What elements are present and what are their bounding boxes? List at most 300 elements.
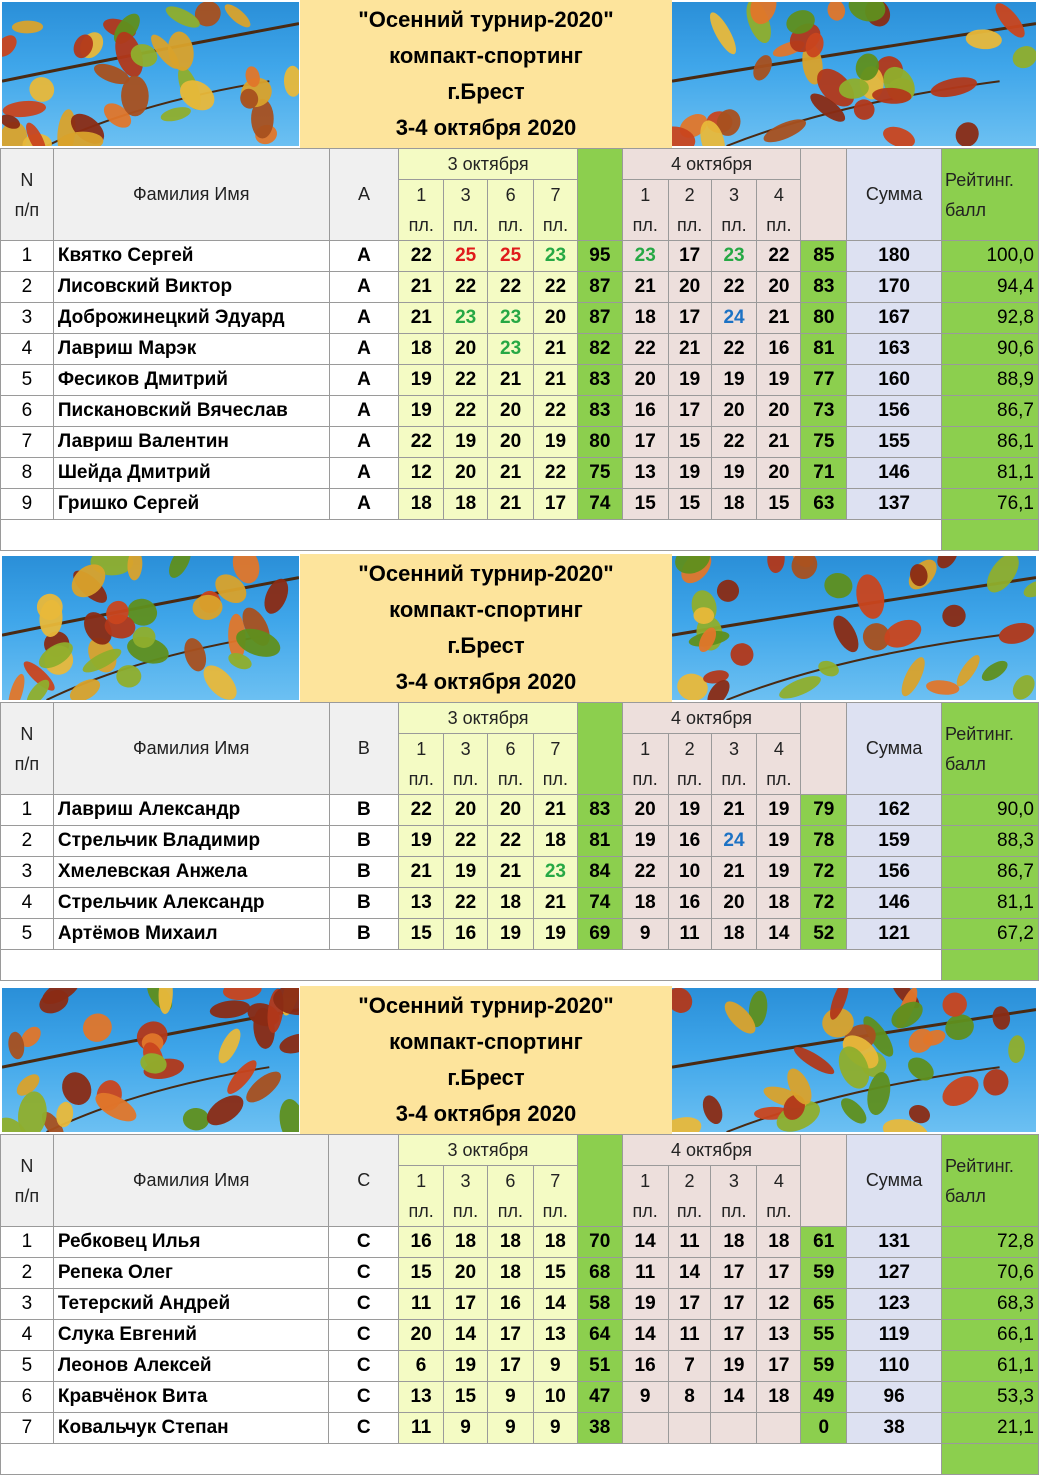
- day2-score: 20: [711, 888, 757, 919]
- day1-score: 18: [533, 826, 577, 857]
- row-number: 5: [1, 919, 54, 950]
- day2-total: 78: [801, 826, 847, 857]
- day2-series-unit: пл.: [668, 764, 711, 795]
- row-number: 3: [1, 857, 54, 888]
- day2-score: 22: [711, 427, 757, 458]
- day2-score: 22: [757, 241, 801, 272]
- day1-score: 20: [488, 795, 534, 826]
- day2-total: 73: [801, 396, 847, 427]
- total-sum: 163: [847, 334, 942, 365]
- day1-score: 25: [488, 241, 534, 272]
- participant-name: Хмелевская Анжела: [53, 857, 329, 888]
- spacer-row: [1, 1444, 1039, 1475]
- participant-class: A: [329, 334, 399, 365]
- day1-score: 23: [534, 241, 578, 272]
- day1-score: 21: [399, 303, 444, 334]
- day1-score: 18: [444, 489, 488, 520]
- participant-class: C: [329, 1258, 399, 1289]
- day1-score: 15: [444, 1382, 488, 1413]
- day1-score: 19: [444, 427, 488, 458]
- day2-score: 14: [757, 919, 801, 950]
- day2-score: 20: [757, 396, 801, 427]
- day1-score: 22: [444, 272, 488, 303]
- day2-score: 18: [711, 919, 757, 950]
- participant-class: C: [329, 1351, 399, 1382]
- participant-name: Стрельчик Владимир: [53, 826, 329, 857]
- day1-score: 12: [399, 458, 444, 489]
- col-number-header: N п/п: [1, 149, 54, 241]
- day1-score: 21: [533, 888, 577, 919]
- day2-score: 19: [757, 826, 801, 857]
- day2-score: 15: [622, 489, 668, 520]
- participant-name: Тетерский Андрей: [53, 1289, 329, 1320]
- total-sum: 159: [847, 826, 942, 857]
- day2-score: 20: [622, 795, 668, 826]
- day2-score: 16: [757, 334, 801, 365]
- participant-name: Гришко Сергей: [53, 489, 329, 520]
- day1-score: 17: [487, 1351, 533, 1382]
- day2-score: [622, 1413, 668, 1444]
- participant-class: A: [329, 365, 399, 396]
- day2-total: 83: [801, 272, 847, 303]
- day2-score: 19: [711, 365, 757, 396]
- title-discipline: компакт-спортинг: [389, 43, 583, 68]
- row-number: 9: [1, 489, 54, 520]
- day2-total-header: [801, 703, 847, 795]
- day2-series-number: 2: [668, 180, 711, 211]
- day2-total: 71: [801, 458, 847, 489]
- day2-series-unit: пл.: [711, 764, 757, 795]
- day1-score: 20: [444, 334, 488, 365]
- day2-score: 22: [622, 334, 668, 365]
- day1-score: 19: [488, 919, 534, 950]
- day1-score: 9: [533, 1413, 577, 1444]
- day2-score: 11: [668, 1320, 711, 1351]
- total-sum: 96: [847, 1382, 942, 1413]
- table-row: [1, 1351, 1039, 1382]
- day1-score: 22: [399, 427, 444, 458]
- day1-score: 21: [533, 795, 577, 826]
- autumn-leaves-image: [672, 556, 1036, 700]
- day2-total: 75: [801, 427, 847, 458]
- day1-series-number: 1: [399, 180, 444, 211]
- day2-score: 11: [668, 1227, 711, 1258]
- row-number: 6: [1, 1382, 54, 1413]
- col-name-header: Фамилия Имя: [53, 703, 329, 795]
- day2-score: 18: [757, 888, 801, 919]
- day1-score: 9: [444, 1413, 488, 1444]
- day1-series-number: 6: [488, 734, 534, 765]
- participant-class: B: [329, 888, 399, 919]
- autumn-leaves-image: [2, 988, 299, 1132]
- tournament-title: [300, 986, 672, 1134]
- day1-score: 19: [534, 427, 578, 458]
- day1-score: 22: [488, 826, 534, 857]
- row-number: 7: [1, 427, 54, 458]
- participant-class: B: [329, 919, 399, 950]
- results-table: [0, 1134, 1039, 1475]
- title-city: г.Брест: [447, 1065, 525, 1090]
- day2-series-unit: пл.: [757, 210, 801, 241]
- rating-score: 53,3: [942, 1382, 1039, 1413]
- day2-series-unit: пл.: [622, 1196, 668, 1227]
- day1-series-unit: пл.: [533, 1196, 577, 1227]
- day2-total: 72: [801, 888, 847, 919]
- day1-series-unit: пл.: [488, 764, 534, 795]
- day1-score: 21: [534, 365, 578, 396]
- day1-score: 17: [444, 1289, 488, 1320]
- day2-total: 85: [801, 241, 847, 272]
- day1-score: 23: [444, 303, 488, 334]
- day1-header: 3 октября: [399, 703, 578, 734]
- total-sum: 167: [847, 303, 942, 334]
- day2-score: 20: [622, 365, 668, 396]
- day2-score: 20: [757, 272, 801, 303]
- group-letter: B: [329, 703, 399, 795]
- participant-class: A: [329, 489, 399, 520]
- day2-score: 19: [622, 826, 668, 857]
- row-number: 2: [1, 272, 54, 303]
- day2-score: 20: [757, 458, 801, 489]
- day2-score: 7: [668, 1351, 711, 1382]
- day2-score: 17: [757, 1258, 801, 1289]
- day1-score: 18: [399, 489, 444, 520]
- day2-score: 14: [668, 1258, 711, 1289]
- row-number: 6: [1, 396, 54, 427]
- table-row: [1, 396, 1039, 427]
- day2-score: 15: [668, 489, 711, 520]
- rating-score: 67,2: [942, 919, 1039, 950]
- day1-series-unit: пл.: [399, 210, 444, 241]
- total-sum: 155: [847, 427, 942, 458]
- table-row: [1, 826, 1039, 857]
- participant-name: Артёмов Михаил: [53, 919, 329, 950]
- rating-score: 70,6: [942, 1258, 1039, 1289]
- day2-score: 23: [711, 241, 757, 272]
- day2-score: 17: [711, 1258, 757, 1289]
- day2-score: 21: [668, 334, 711, 365]
- day2-header: 4 октября: [622, 1135, 801, 1166]
- participant-name: Лавриш Александр: [53, 795, 329, 826]
- day2-score: 19: [711, 1351, 757, 1382]
- day2-series-number: 1: [622, 180, 668, 211]
- day2-score: 16: [622, 396, 668, 427]
- day1-series-unit: пл.: [488, 210, 534, 241]
- day2-score: 14: [622, 1320, 668, 1351]
- participant-name: Репека Олег: [53, 1258, 329, 1289]
- participant-class: C: [329, 1227, 399, 1258]
- day1-score: 13: [533, 1320, 577, 1351]
- day1-score: 20: [444, 795, 488, 826]
- day1-score: 15: [533, 1258, 577, 1289]
- day1-score: 23: [488, 334, 534, 365]
- day2-total: 55: [801, 1320, 847, 1351]
- day2-series-unit: пл.: [757, 764, 801, 795]
- participant-name: Стрельчик Александр: [53, 888, 329, 919]
- day2-score: 13: [622, 458, 668, 489]
- day1-score: 21: [399, 272, 444, 303]
- total-sum: 131: [847, 1227, 942, 1258]
- participant-class: A: [329, 396, 399, 427]
- day2-total-header: [801, 149, 847, 241]
- day2-score: 17: [622, 427, 668, 458]
- day1-total: 51: [577, 1351, 622, 1382]
- rating-score: 88,9: [942, 365, 1039, 396]
- day2-series-number: 2: [668, 734, 711, 765]
- participant-name: Лавриш Марэк: [53, 334, 329, 365]
- day2-score: 19: [668, 458, 711, 489]
- day2-score: 11: [622, 1258, 668, 1289]
- day2-series-unit: пл.: [757, 1196, 801, 1227]
- day2-score: 9: [622, 1382, 668, 1413]
- table-row: [1, 1382, 1039, 1413]
- day2-score: 14: [622, 1227, 668, 1258]
- day2-score: 17: [711, 1320, 757, 1351]
- participant-name: Леонов Алексей: [53, 1351, 329, 1382]
- day1-series-unit: пл.: [533, 764, 577, 795]
- day1-score: 19: [399, 396, 444, 427]
- table-row: [1, 888, 1039, 919]
- day1-series-unit: пл.: [399, 764, 444, 795]
- day1-score: 19: [399, 365, 444, 396]
- day2-score: 22: [622, 857, 668, 888]
- day1-series-unit: пл.: [444, 1196, 488, 1227]
- day2-total: 59: [801, 1258, 847, 1289]
- participant-class: A: [329, 458, 399, 489]
- day1-total: 95: [577, 241, 622, 272]
- table-row: [1, 795, 1039, 826]
- day2-series-unit: пл.: [711, 210, 757, 241]
- rating-score: 90,6: [942, 334, 1039, 365]
- day1-score: 21: [488, 458, 534, 489]
- group-letter: A: [329, 149, 399, 241]
- day1-total: 81: [577, 826, 622, 857]
- day1-series-number: 3: [444, 734, 488, 765]
- day1-score: 16: [399, 1227, 444, 1258]
- title-line: "Осенний турнир-2020": [358, 993, 614, 1018]
- table-row: [1, 1413, 1039, 1444]
- row-number: 1: [1, 1227, 54, 1258]
- participant-class: A: [329, 427, 399, 458]
- day2-score: 24: [711, 303, 757, 334]
- title-discipline: компакт-спортинг: [389, 1029, 583, 1054]
- rating-score: 86,1: [942, 427, 1039, 458]
- day1-score: 10: [533, 1382, 577, 1413]
- banner: [0, 986, 1039, 1134]
- day2-score: 16: [668, 888, 711, 919]
- day2-score: 17: [668, 241, 711, 272]
- day2-series-unit: пл.: [668, 1196, 711, 1227]
- rating-score: 66,1: [942, 1320, 1039, 1351]
- day1-score: 22: [534, 396, 578, 427]
- day1-score: 22: [534, 272, 578, 303]
- title-line: "Осенний турнир-2020": [358, 7, 614, 32]
- day1-score: 20: [488, 427, 534, 458]
- day2-score: 18: [711, 489, 757, 520]
- rating-score: 88,3: [942, 826, 1039, 857]
- day2-score: 18: [757, 1227, 801, 1258]
- day2-score: 9: [622, 919, 668, 950]
- day1-series-unit: пл.: [444, 764, 488, 795]
- day1-score: 16: [444, 919, 488, 950]
- day1-series-unit: пл.: [399, 1196, 444, 1227]
- total-sum: 162: [847, 795, 942, 826]
- day2-score: 21: [711, 795, 757, 826]
- total-sum: 146: [847, 458, 942, 489]
- title-discipline: компакт-спортинг: [389, 597, 583, 622]
- day1-total: 68: [577, 1258, 622, 1289]
- day1-series-number: 3: [444, 180, 488, 211]
- table-row: [1, 1227, 1039, 1258]
- day2-series-number: 3: [711, 734, 757, 765]
- day2-score: 17: [668, 1289, 711, 1320]
- table-row: [1, 1320, 1039, 1351]
- day1-header: 3 октября: [399, 1135, 578, 1166]
- row-number: 2: [1, 826, 54, 857]
- table-row: [1, 857, 1039, 888]
- total-sum: 160: [847, 365, 942, 396]
- day1-total: 84: [577, 857, 622, 888]
- day2-series-unit: пл.: [711, 1196, 757, 1227]
- banner: [0, 554, 1039, 702]
- table-row: [1, 365, 1039, 396]
- day1-total: 82: [577, 334, 622, 365]
- day2-score: 18: [622, 888, 668, 919]
- day1-score: 19: [444, 1351, 488, 1382]
- col-number-header: N п/п: [1, 1135, 54, 1227]
- participant-class: B: [329, 826, 399, 857]
- day1-score: 9: [487, 1382, 533, 1413]
- autumn-leaves-image: [672, 988, 1036, 1132]
- day2-score: 22: [711, 272, 757, 303]
- day1-score: 13: [399, 888, 444, 919]
- day1-score: 22: [444, 365, 488, 396]
- day2-score: 18: [757, 1382, 801, 1413]
- row-number: 3: [1, 303, 54, 334]
- row-number: 5: [1, 365, 54, 396]
- rating-score: 61,1: [942, 1351, 1039, 1382]
- day1-score: 14: [533, 1289, 577, 1320]
- day1-score: 15: [399, 919, 444, 950]
- participant-class: C: [329, 1413, 399, 1444]
- day1-score: 11: [399, 1413, 444, 1444]
- day1-score: 21: [488, 365, 534, 396]
- total-sum: 146: [847, 888, 942, 919]
- table-row: [1, 241, 1039, 272]
- title-dates: 3-4 октября 2020: [395, 669, 577, 694]
- rating-score: 86,7: [942, 857, 1039, 888]
- day1-series-unit: пл.: [534, 210, 578, 241]
- day1-score: 19: [399, 826, 444, 857]
- day1-score: 20: [444, 458, 488, 489]
- tournament-title: [300, 0, 672, 148]
- rating-score: 86,7: [942, 396, 1039, 427]
- day2-score: 17: [668, 396, 711, 427]
- row-number: 7: [1, 1413, 54, 1444]
- day1-score: 20: [534, 303, 578, 334]
- day2-score: 17: [711, 1289, 757, 1320]
- day2-score: 18: [711, 1227, 757, 1258]
- day1-score: 18: [487, 1258, 533, 1289]
- rating-score: 92,8: [942, 303, 1039, 334]
- day1-series-number: 7: [534, 180, 578, 211]
- col-name-header: Фамилия Имя: [53, 149, 329, 241]
- day1-series-number: 3: [444, 1166, 488, 1197]
- day2-total: 52: [801, 919, 847, 950]
- group-letter: C: [329, 1135, 399, 1227]
- day1-score: 21: [488, 857, 534, 888]
- day2-score: 20: [668, 272, 711, 303]
- day2-score: 13: [757, 1320, 801, 1351]
- row-number: 1: [1, 241, 54, 272]
- day2-score: 10: [668, 857, 711, 888]
- day1-total: 38: [577, 1413, 622, 1444]
- day2-header: 4 октября: [622, 703, 801, 734]
- day2-score: 24: [711, 826, 757, 857]
- day2-series-unit: пл.: [668, 210, 711, 241]
- total-sum: 156: [847, 857, 942, 888]
- day1-total: 87: [577, 272, 622, 303]
- day1-score: 17: [534, 489, 578, 520]
- participant-name: Фесиков Дмитрий: [53, 365, 329, 396]
- participant-name: Квятко Сергей: [53, 241, 329, 272]
- day1-score: 22: [534, 458, 578, 489]
- table-row: [1, 1258, 1039, 1289]
- participant-name: Кравчёнок Вита: [53, 1382, 329, 1413]
- day2-score: 17: [757, 1351, 801, 1382]
- day1-score: 16: [487, 1289, 533, 1320]
- day2-score: [668, 1413, 711, 1444]
- rating-score: 81,1: [942, 458, 1039, 489]
- participant-name: Слука Евгений: [53, 1320, 329, 1351]
- day1-series-unit: пл.: [444, 210, 488, 241]
- day2-series-number: 4: [757, 1166, 801, 1197]
- total-sum: 38: [847, 1413, 942, 1444]
- autumn-leaves-image: [672, 2, 1036, 146]
- day2-total: 63: [801, 489, 847, 520]
- day2-score: 16: [622, 1351, 668, 1382]
- participant-name: Шейда Дмитрий: [53, 458, 329, 489]
- rating-score: 90,0: [942, 795, 1039, 826]
- day1-score: 25: [444, 241, 488, 272]
- day1-total: 70: [577, 1227, 622, 1258]
- day2-score: 12: [757, 1289, 801, 1320]
- day2-score: 15: [668, 427, 711, 458]
- day2-score: 19: [668, 795, 711, 826]
- rating-header: Рейтинг. балл: [942, 149, 1039, 241]
- day2-score: 19: [757, 795, 801, 826]
- day2-score: 21: [622, 272, 668, 303]
- day1-score: 20: [488, 396, 534, 427]
- total-sum: 180: [847, 241, 942, 272]
- day2-total: 65: [801, 1289, 847, 1320]
- day1-total: 87: [577, 303, 622, 334]
- day2-score: 18: [622, 303, 668, 334]
- day1-score: 17: [487, 1320, 533, 1351]
- day2-total: 77: [801, 365, 847, 396]
- sum-header: Сумма: [847, 703, 942, 795]
- day2-score: 11: [668, 919, 711, 950]
- day1-score: 19: [444, 857, 488, 888]
- day1-total: 75: [577, 458, 622, 489]
- day1-score: 23: [533, 857, 577, 888]
- participant-name: Доброжинецкий Эдуард: [53, 303, 329, 334]
- day2-score: 21: [757, 303, 801, 334]
- day1-score: 22: [488, 272, 534, 303]
- day1-score: 9: [533, 1351, 577, 1382]
- day2-series-number: 4: [757, 734, 801, 765]
- total-sum: 119: [847, 1320, 942, 1351]
